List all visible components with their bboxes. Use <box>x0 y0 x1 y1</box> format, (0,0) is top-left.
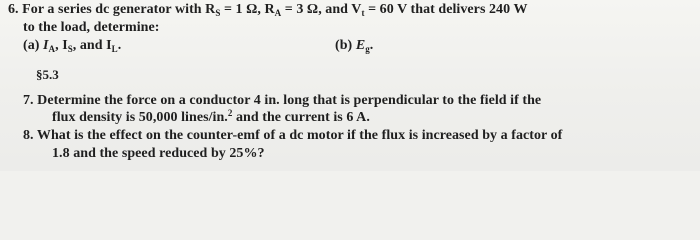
part-b-eg: E <box>355 38 366 53</box>
problem-6-number: 6. <box>8 2 19 17</box>
part-a-ia-sub: A <box>48 44 56 54</box>
problem-6-text-b: = 1 Ω, R <box>220 2 275 17</box>
problem-6-text-d: = 60 V that delivers 240 W <box>364 2 528 17</box>
part-a-il-pre: , and I <box>72 38 112 53</box>
problem-8-line-2: 1.8 and the speed reduced by 25%? <box>52 146 265 161</box>
problem-6-line-2: to the load, determine: <box>23 20 160 35</box>
problem-8-number: 8. <box>23 128 34 143</box>
problem-8-text-1: What is the effect on the counter-emf of a dc motor if the flux is increased by a factor of <box>36 128 563 143</box>
part-b-label: (b) <box>335 38 353 53</box>
problem-7-line-1 <box>23 93 541 109</box>
part-b-end: . <box>369 38 374 53</box>
problem-8-line-1 <box>23 128 562 144</box>
part-a-is-pre: , I <box>55 38 68 53</box>
problem-6-text-a: For a series dc generator with R <box>22 2 216 17</box>
problem-7-text-2b: and the current is 6 A. <box>232 110 370 125</box>
part-a-label: (a) <box>23 38 40 53</box>
problem-7-line-2 <box>52 110 370 126</box>
problem-7-number: 7. <box>23 93 34 108</box>
problem-6-line-1 <box>8 2 528 18</box>
problem-7-text-2a: flux density is 50,000 lines/in. <box>52 110 228 125</box>
part-a-ia: I <box>43 38 49 53</box>
problem-6-sub-vt: t <box>361 8 365 18</box>
problem-7-sup: 2 <box>227 108 233 118</box>
problem-6-part-b <box>335 38 373 54</box>
problem-6-sub-rs: S <box>215 8 221 18</box>
part-a-is-sub: S <box>67 44 73 54</box>
part-a-end: . <box>117 38 122 53</box>
problem-6-part-a <box>23 38 121 54</box>
part-b-eg-sub: g <box>365 44 370 54</box>
section-label: §5.3 <box>36 67 59 82</box>
problem-7-text-1: Determine the force on a conductor 4 in. long that is perpendicular to the field if the <box>37 93 542 108</box>
part-a-il-sub: L <box>111 44 118 54</box>
problem-6-text-c: = 3 Ω, and V <box>281 2 362 17</box>
problem-6-sub-ra: A <box>274 8 282 18</box>
